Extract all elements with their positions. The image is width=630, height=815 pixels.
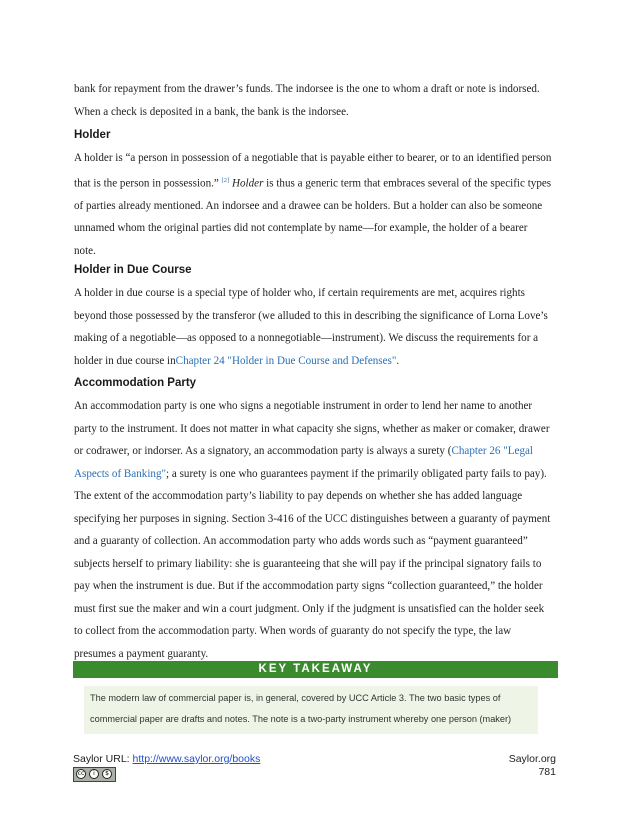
paragraph-holder-in-due-course <box>74 282 552 372</box>
cc-icon: cc <box>77 770 85 777</box>
heading-holder-in-due-course: Holder in Due Course <box>74 264 192 276</box>
holder-text-a: A holder is “a person in possession of a negotiable that is payable either to bearer, or to an identified person that is the person in possession.” <box>74 152 552 190</box>
footer-right <box>509 753 556 779</box>
heading-accommodation-party: Accommodation Party <box>74 377 197 389</box>
hdc-text-b: . <box>396 354 400 367</box>
creative-commons-license-icon <box>73 767 116 782</box>
paragraph-indorsee <box>74 78 552 123</box>
paragraph-holder <box>74 147 552 262</box>
footnote-2-link[interactable]: [2] <box>221 176 230 184</box>
chapter-24-link[interactable]: Chapter 24 "Holder in Due Course and Defenses" <box>175 354 397 367</box>
acc-text-b: ; a surety is one who guarantees payment if the primarily obligated party fails to pay). The extent of the accommodation party’s liability to pay depends on whether she has added language specifying her purposes in signing. Section 3-416 of the UCC distinguishes between a guaranty of payment and a guaranty of collection. An accommodation party who adds words such as “payment guaranteed” subjects herself to primary liability: she is guaranteeing that she will pay if the principal signatory fails to pay when the instrument is due. But if the accommodation party signs “collection guaranteed,” the holder must first sue the maker and win a court judgment. Only if the judgment is unsatisfied can the holder seek to collect from the accommodation party. When words of guaranty do not specify the type, the law presumes a payment guaranty. <box>74 467 551 660</box>
footer-url-label: Saylor URL: <box>73 753 133 765</box>
by-icon: i <box>89 769 99 779</box>
holder-term: Holder <box>231 177 264 190</box>
paragraph-accommodation-party <box>74 395 552 665</box>
footer-source <box>73 753 260 765</box>
footer-site: Saylor.org <box>508 753 556 765</box>
key-takeaway-header: KEY TAKEAWAY <box>73 661 558 678</box>
hdc-text-a: A holder in due course is a special type of holder who, if certain requirements are met, acquires rights beyond those possessed by the transferor (we alluded to this in describing the significance of Lorna Love’s making of a negotiable—as opposed to a nonnegotiable—instrument). We discuss the requirements for a holder in due course in <box>74 287 548 367</box>
indorsee-line-2: When a check is deposited in a bank, the bank is the indorsee. <box>74 105 349 118</box>
indorsee-line-1: bank for repayment from the drawer’s funds. The indorsee is the one to whom a draft or note is indorsed. <box>74 83 540 95</box>
holder-text-b: is thus a generic term that embraces several of the specific types of parties already mentioned. An indorsee and a drawee can be holders. But a holder can also be someone unnamed whom the original parties did not contemplate by name—for example, the holder of a bearer note. <box>74 177 552 257</box>
key-takeaway-text: The modern law of commercial paper is, in general, covered by UCC Article 3. The two basic types of commercial paper are drafts and notes. The note is a two-party instrument whereby one person (maker) <box>90 693 512 724</box>
nc-icon: $ <box>102 769 112 779</box>
page-number: 781 <box>538 766 556 778</box>
acc-text-a: An accommodation party is one who signs a negotiable instrument in order to lend her name to another party to the instrument. It does not matter in what capacity she signs, whether as maker or comaker, drawer or codrawer, or indorser. As a signatory, an accommodation party is always a surety ( <box>74 400 550 457</box>
heading-holder: Holder <box>74 129 111 141</box>
saylor-books-link[interactable]: http://www.saylor.org/books <box>132 753 261 765</box>
chapter-26-link[interactable]: Chapter 26 "Legal Aspects of Banking" <box>74 445 533 480</box>
